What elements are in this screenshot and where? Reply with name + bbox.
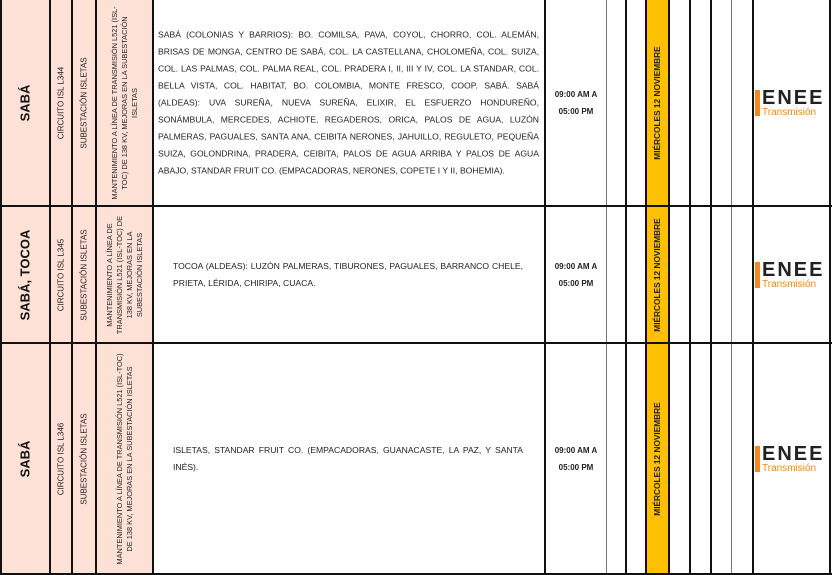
horario-start: 09:00 AM A bbox=[554, 261, 598, 271]
fecha-label: MIÉRCOLES 12 NOVIEMBRE bbox=[652, 402, 662, 516]
fecha-cell bbox=[646, 206, 668, 343]
horario-text bbox=[545, 442, 607, 476]
logo-sub-text: Transmisión bbox=[762, 278, 817, 290]
circuito-label: CIRCUITO ISL L344 bbox=[56, 66, 66, 140]
municipio-cell bbox=[0, 0, 50, 206]
column-divider bbox=[606, 0, 607, 575]
column-divider bbox=[731, 0, 732, 575]
poblados-cell bbox=[153, 343, 545, 575]
circuito-label: CIRCUITO ISL L345 bbox=[56, 238, 66, 311]
poblados-cell bbox=[153, 206, 545, 343]
column-divider bbox=[95, 0, 97, 575]
descripcion-label: MANTENIMIENTO A LÍNEA DE TRANSMISIÓN L521 (ISL-TOC) DE 138 KV, MEJORAS EN LA SUBESTACIÓN ISLETAS bbox=[104, 215, 144, 334]
row-divider bbox=[0, 342, 832, 344]
fecha-cell bbox=[646, 343, 668, 575]
enee-logo bbox=[755, 88, 824, 118]
enee-logo bbox=[755, 260, 824, 290]
horario-cell bbox=[545, 0, 607, 206]
column-divider bbox=[625, 0, 627, 575]
enee-logo-icon bbox=[755, 446, 760, 472]
horario-text bbox=[545, 86, 607, 120]
descripcion-cell bbox=[96, 206, 153, 343]
subestacion-label: SUBESTACIÓN ISLETAS bbox=[79, 413, 89, 505]
logo-cell bbox=[753, 0, 832, 206]
column-divider bbox=[645, 0, 647, 575]
subestacion-cell bbox=[72, 343, 96, 575]
fecha-label: MIÉRCOLES 12 NOVIEMBRE bbox=[652, 217, 662, 332]
logo-main-text: ENEE bbox=[762, 258, 825, 281]
circuito-cell bbox=[50, 0, 72, 206]
circuito-cell bbox=[50, 343, 72, 575]
subestacion-cell bbox=[72, 206, 96, 343]
horario-end: 05:00 PM bbox=[558, 107, 594, 116]
column-divider bbox=[668, 0, 670, 575]
poblados-text: SABÁ (COLONIAS Y BARRIOS): BO. COMILSA, PAVA, COYOL, CHORRO, COL. ALEMÁN, BRISAS DE MONGA, CENTRO DE SABÁ, COL. LA CASTELLANA, CHOLOMEÑA, COL. SUIZA, COL. LAS PALMAS, COL. PALMA REAL, COL. PRADERA I, II, III Y IV, COL. LA STANDAR, COL. BELLA VISTA, COL. HABITAT, BO. COLOMBIA, MONTE FRESCO, COOP. SABÁ. SABÁ (ALDEAS): UVA SUREÑA, NUEVA SUREÑA, ELIXIR, EL ESFUERZO HONDUREÑO, SONÁMBULA, MERCEDES, ACHIOTE, REGADEROS, ORICA, PALOS DE AGUA, LUZÓN PALMERAS, PAGUALES, SANTA ANA, CEIBITA NERONES, JAHUILLO, REGULETO, PEQUEÑA SUIZA, GOLONDRINA, PRADERA, CEIBITA, PALOS DE AGUA ARRIBA Y PALOS DE AGUA ABAJO, STANDAR FRUIT CO. (EMPACADORAS, NERONES, COPETE I Y II, BOHEMIA). bbox=[158, 29, 539, 176]
horario-cell bbox=[545, 343, 607, 575]
horario-end: 05:00 PM bbox=[558, 463, 594, 472]
column-divider bbox=[752, 0, 754, 575]
subestacion-label: SUBESTACIÓN ISLETAS bbox=[79, 57, 89, 149]
horario-end: 05:00 PM bbox=[558, 278, 594, 288]
poblados-text: TOCOA (ALDEAS): LUZÓN PALMERAS, TIBURONES, PAGUALES, BARRANCO CHELE, PRIETA, LÉRIDA, CHIRIPA, CUACA. bbox=[173, 260, 523, 288]
descripcion-cell bbox=[96, 0, 153, 206]
column-divider bbox=[152, 0, 154, 575]
logo-cell bbox=[753, 206, 832, 343]
column-divider bbox=[710, 0, 712, 575]
horario-start: 09:00 AM A bbox=[554, 90, 598, 99]
descripcion-cell bbox=[96, 343, 153, 575]
municipio-label: SABÁ bbox=[17, 440, 33, 478]
circuito-cell bbox=[50, 206, 72, 343]
column-divider bbox=[0, 0, 2, 575]
enee-logo bbox=[755, 444, 824, 474]
column-divider bbox=[544, 0, 546, 575]
municipio-cell bbox=[0, 206, 50, 343]
subestacion-cell bbox=[72, 0, 96, 206]
column-divider bbox=[829, 0, 831, 575]
row-divider bbox=[0, 205, 832, 207]
logo-sub-text: Transmisión bbox=[762, 107, 817, 118]
enee-logo-icon bbox=[755, 262, 760, 288]
municipio-cell bbox=[0, 343, 50, 575]
descripcion-label: MANTENIMIENTO A LÍNEA DE TRANSMISIÓN L521 (ISL-TOC) DE 138 KV, MEJORAS EN LA SUBESTACIÓN ISLETAS bbox=[114, 353, 134, 565]
horario-text bbox=[545, 258, 607, 292]
horario-cell bbox=[545, 206, 607, 343]
column-divider bbox=[71, 0, 73, 575]
circuito-label: CIRCUITO ISL L346 bbox=[56, 422, 66, 496]
horario-start: 09:00 AM A bbox=[554, 446, 598, 455]
descripcion-label: MANTENIMIENTO A LÍNEA DE TRANSMISIÓN L521 (ISL-TOC) DE 138 KV, MEJORAS EN LA SUBESTACIÓN ISLETAS bbox=[109, 6, 139, 200]
fecha-cell bbox=[646, 0, 668, 206]
poblados-cell bbox=[153, 0, 545, 206]
subestacion-label: SUBESTACIÓN ISLETAS bbox=[79, 228, 89, 321]
poblados-text: ISLETAS, STANDAR FRUIT CO. (EMPACADORAS, GUANACASTE, LA PAZ, Y SANTA INÉS). bbox=[173, 445, 523, 472]
logo-main-text: ENEE bbox=[762, 87, 825, 109]
enee-logo-icon bbox=[755, 90, 760, 116]
logo-main-text: ENEE bbox=[762, 443, 825, 465]
logo-cell bbox=[753, 343, 832, 575]
column-divider bbox=[49, 0, 51, 575]
municipio-label: SABÁ bbox=[17, 84, 33, 122]
fecha-label: MIÉRCOLES 12 NOVIEMBRE bbox=[652, 46, 662, 160]
column-divider bbox=[689, 0, 691, 575]
logo-sub-text: Transmisión bbox=[762, 463, 817, 474]
municipio-label: SABÁ, TOCOA bbox=[17, 229, 33, 320]
